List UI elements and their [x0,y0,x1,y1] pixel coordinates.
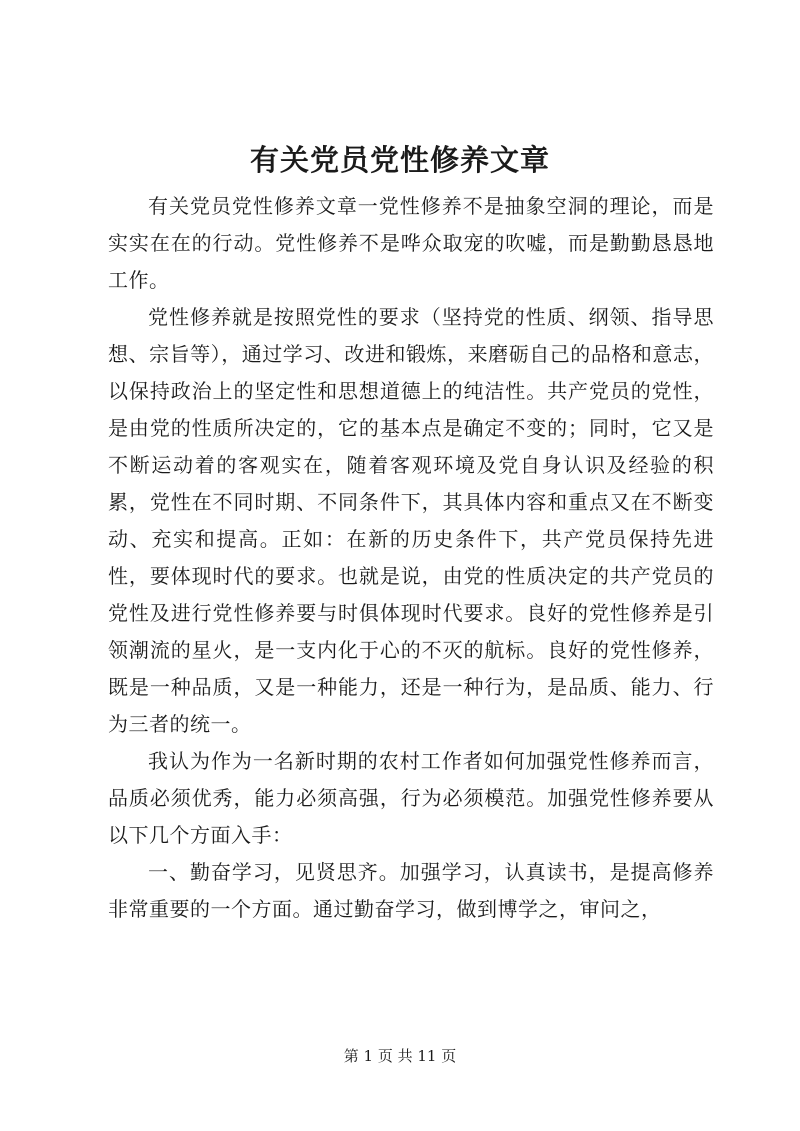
paragraph-3: 我认为作为一名新时期的农村工作者如何加强党性修养而言，品质必须优秀，能力必须高强，行为必须模范。加强党性修养要从以下几个方面入手： [108,749,714,847]
paragraph-2: 党性修养就是按照党性的要求（坚持党的性质、纲领、指导思想、宗旨等），通过学习、改进和锻炼，来磨砺自己的品格和意志，以保持政治上的坚定性和思想道德上的纯洁性。共产党员的党性，是由党的性质所决定的，它的基本点是确定不变的；同时，它又是不断运动着的客观实在，随着客观环境及党自身认识及经验的积累，党性在不同时期、不同条件下，其具体内容和重点又在不断变动、充实和提高。正如：在新的历史条件下，共产党员保持先进性，要体现时代的要求。也就是说，由党的性质决定的共产党员的党性及进行党性修养要与时俱体现时代要求。良好的党性修养是引领潮流的星火，是一支内化于心的不灭的航标。良好的党性修养，既是一种品质，又是一种能力，还是一种行为，是品质、能力、行为三者的统一。 [108,305,714,736]
page-number-footer: 第 1 页 共 11 页 [343,1047,457,1065]
document-title: 有关党员党性修养文章 [249,143,550,177]
document-body [108,188,714,928]
paragraph-1: 有关党员党性修养文章一党性修养不是抽象空洞的理论，而是实实在在的行动。党性修养不是哗众取宠的吹嘘，而是勤勤恳恳地工作。 [108,194,714,292]
paragraph-4: 一、勤奋学习，见贤思齐。加强学习，认真读书，是提高修养非常重要的一个方面。通过勤奋学习，做到博学之，审问之， [108,860,714,921]
